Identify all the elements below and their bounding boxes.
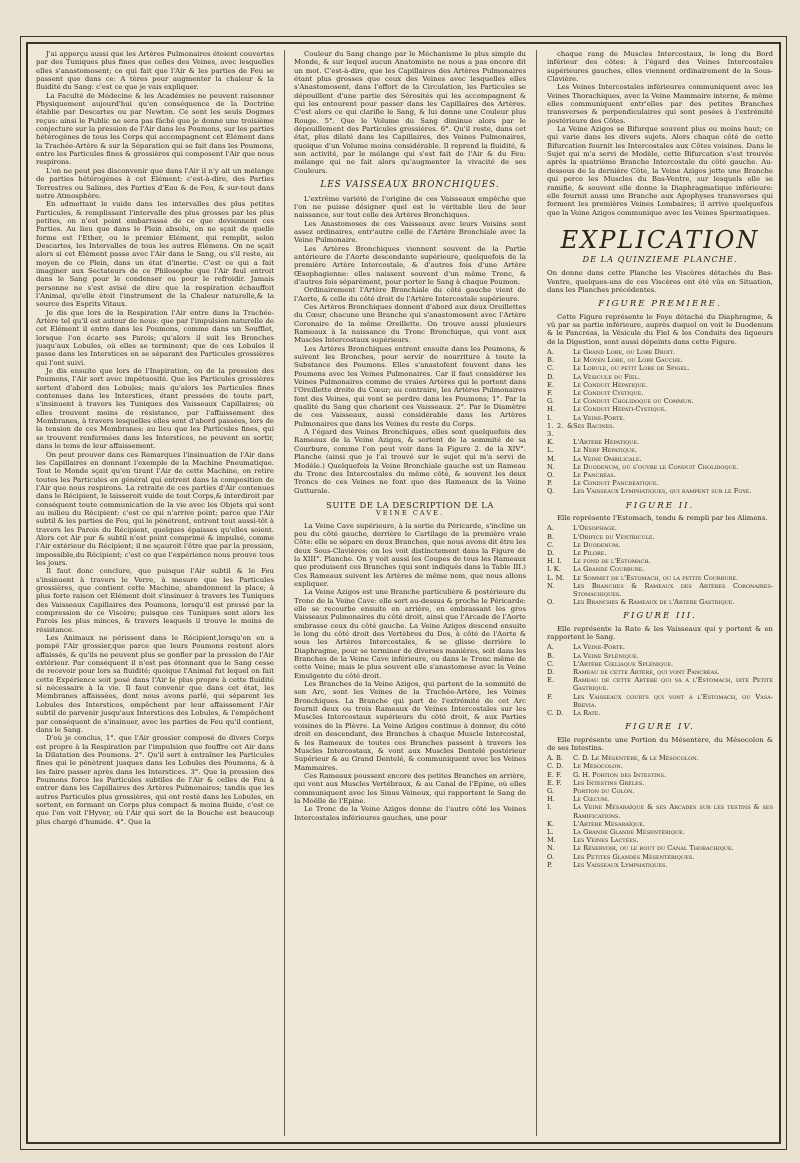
legend-key: N. bbox=[547, 844, 555, 853]
bronchiques-text bbox=[294, 195, 526, 495]
paragraph: La Veine Azigos est une Branche particulière & postérieure du Tronc de la Veine Cave: elle sort au-dessus & proche le Péricarde: elle se recourbe ensuite en arrière, en embrassant les gros Vaisseaux Pulmonaires du côté droit, ainsi que l'Arcade de l'Aorte embrasse ceux du côté gauche. La Veine Azigos descend ensuite le long du côté droit des Vertèbres du Dos, à côté de l'Aorte & sous les Artères Intercostales, & se glisse derrière le Diaphragme, pour se terminer de diverses manières, soit dans les Branches de la Veine Cave inférieure, ou dans le Tronc même de cette Veine; mais le plus souvent elle s'anastomose avec la Veine Emulgente du côté droit. bbox=[294, 588, 526, 680]
figure-4-intro: Elle représente une Portion du Mésentère, du Mésocolon & de ses Intestins. bbox=[547, 735, 773, 752]
legend-item bbox=[547, 364, 773, 372]
legend-label: Le Conduit Hépati-Cystique. bbox=[573, 405, 667, 414]
legend-key: O. bbox=[547, 471, 555, 480]
paragraph: Les Branches de la Veine Azigos, qui partent de la sommité de son Arc, sont les Veines de la Trachée-Artère, les Veines Bronchiques. La Branche qui part de l'extrémité de cet Arc fournit deux ou trois Rameaux de Veines Intercostales sur les Muscles Intercostaux supérieurs du côté droit, & aux Parties voisines de la Plèvre. La Veine Azigos continue à donner, du côté droit en descendant, des Branches à chaque Muscle Intercostal, & les Rameaux de toutes ces Branches passent à travers les Muscles Intercostaux, & vont aux Muscles Dentelé postérieur Supérieur & au Grand Dentelé, & communiquent avec les Veines Mammaires. bbox=[294, 680, 526, 772]
paragraph: Les Animaux ne périssent dans le Récipient,lorsqu'on en a pompé l'Air grossier,que parce que leurs Poumons restent alors affaissés, & qu'ils ne peuvent plus se gonfler par la pression de l'Air extérieur. Par conséquent il n'est pas étonnant que le Sang cesse de recevoir pour lors sa fluidité; quoique l'Animal fut lequel on fait cette Expérience soit posé dans l'Air le plus propre à cette fluidité si nécessaire à la vie. Il faut convenir que dans cet état, les Membranes affaissées, dont nous avons parlé, qui séparent les Lobules des Interstices, empêchent par leur affaissement l'Air subtil de parvenir jusqu'aux Interstices des Lobules, & l'empêchent par conséquent de s'insinuer, avec les parties de Feu qu'il contient, dans le Sang. bbox=[36, 634, 274, 734]
legend-item bbox=[547, 533, 773, 541]
section-title-bronchiques: LES VAISSEAUX BRONCHIQUES. bbox=[320, 180, 500, 191]
legend-item bbox=[547, 652, 773, 660]
paragraph: Les Anastomoses de ces Vaisseaux avec leurs Voisins sont assez ordinaires, entr'autre celle de l'Artère Bronchiale avec la Veine Pulmonaire. bbox=[294, 219, 526, 245]
legend-key: I. bbox=[547, 803, 552, 812]
legend-item bbox=[547, 455, 773, 463]
paragraph: Il faut donc conclure, que puisque l'Air subtil & le Feu s'insinuent à travers le Verre, à mesure que les Particules grossières, que contient cette Machine, abandonnent la place; à plus forte raison cet Elément doit s'insinuer à travers les Tuniques des Vaisseaux Capillaires des Poumons, lorsqu'il est pressé par la compression de ce Viscère; puisque ces Tuniques sont alors les Parois les plus minces, & travers lesquels il trouve le moins de résistance. bbox=[36, 567, 274, 634]
legend-label: Le Pilore. bbox=[573, 548, 607, 557]
legend-item bbox=[547, 541, 773, 549]
legend-label: Le Sommet de l'Estomach, ou la petite Courbure. bbox=[573, 573, 739, 582]
legend-label: Le Conduit Hépatique. bbox=[573, 380, 648, 389]
legend-item bbox=[547, 389, 773, 397]
legend-item bbox=[547, 668, 773, 676]
legend-key: F. bbox=[547, 388, 553, 397]
figure-1-legend bbox=[547, 348, 773, 496]
legend-item bbox=[547, 762, 773, 770]
legend-key: A. bbox=[547, 524, 554, 533]
figure-2-legend bbox=[547, 524, 773, 606]
legend-key: M. bbox=[547, 454, 556, 463]
legend-item bbox=[547, 861, 773, 869]
explication-title: EXPLICATION bbox=[560, 225, 760, 254]
paragraph: On peut prouver dans ces Remarques l'insinuation de l'Air dans les Capillaires en donnant l'exemple de la Machine Pneumatique. Tout le Monde sçait qu'en tirant l'Air de cette Machine, on retire toutes les Particules en général qui entrent dans la composition de l'Air que nous respirons. La retraite de ces parties d'Air contenues dans le Récipient, le laisseroit vuide de tout Corps,& interdiroit par conséquent toute communication de la vie avec les Objets qui sont au milieu du Récipient: c'est ce qui n'arrive point; parce que l'Air subtil & les parties de Feu, qui le pénétrent, entrent tout aussi-tôt à travers les Parois du Récipient, quelques épaisses qu'elles soient. Alors cet Air pur & subtil n'est point comprimé & impulsé, comme l'Air extérieur du Récipient; il ne sçauroit l'être que par la pression, impossible,du Récipient; c'est ce que l'expérience nous prouve tous les jours. bbox=[36, 450, 274, 567]
legend-key: E. bbox=[547, 676, 554, 685]
legend-key: C. bbox=[547, 540, 554, 549]
legend-item bbox=[547, 471, 773, 479]
legend-key: K. bbox=[547, 438, 555, 447]
legend-label: Le Conduit Cystique. bbox=[573, 388, 644, 397]
legend-item bbox=[547, 828, 773, 836]
figure-2-title: FIGURE II. bbox=[625, 500, 695, 511]
legend-key: H. bbox=[547, 405, 555, 414]
legend-item bbox=[547, 771, 773, 779]
legend-label: C. D. Le Mésentère, & le Mésocolon. bbox=[573, 754, 699, 763]
legend-key: A. bbox=[547, 347, 554, 356]
legend-label: Le Grand Lobe, ou Lobe Droit. bbox=[573, 347, 676, 356]
legend-item bbox=[547, 693, 773, 709]
legend-key: 1. 2. & 3. bbox=[547, 421, 573, 438]
paragraph: Les Veines Intercostales inférieures communiquent avec les Veines Thorachiques, avec la Veine Mammaire interne, & même elles communiquent entr'elles par des petites Branches transverses & perpendiculaires qui sont posées à l'extrémité postérieure des Côtes. bbox=[547, 83, 773, 125]
figure-2-intro: Elle représente l'Estomach, tendu & rempli par les Alimens. bbox=[557, 513, 768, 522]
legend-label: Les Vaisseaux Lymphatiques, qui rampent sur le Foye. bbox=[573, 487, 752, 496]
legend-label: L'Artère Hépatique. bbox=[573, 438, 640, 447]
column-1-text bbox=[36, 50, 274, 826]
veine-cave-text bbox=[294, 522, 526, 822]
legend-item bbox=[547, 836, 773, 844]
section-title-veine-cave-main: SUITE DE LA DESCRIPTION DE LA bbox=[326, 499, 494, 510]
legend-key: B. bbox=[547, 532, 554, 541]
legend-label: Le Réservoir, ou le bout du Canal Thorachique. bbox=[573, 844, 734, 853]
legend-item bbox=[547, 709, 773, 717]
paragraph: En admettant le vuide dans les intervalles des plus petites Particules, & remplissant l'intervalle des plus grosses par les plus petites, on n'est point embarrassé de ce que deviennent ces Parties. Au lieu que dans le Plein absolu, on ne sçait de quelle forme est l'Ether, ou le premier Elément, qui remplit, selon Descartes, les Intervalles de tous les autres Elémens. On ne sçait alors si cet Elément passe avec l'Air dans le Sang, ou s'il reste, au moyen de ce Plein, dans un état d'inertie. C'est ce qui a fait imaginer aux Sectateurs de ce Philosophe que l'Air feul entroit dans le Sang pour le condenser ou pour le refroidir. Jamais personne ne s'est avisé de dire que la respiration échauffoit l'Animal, qu'elle étoit l'instrument de la Chaleur naturelle,& la source des Esprits Vitaux. bbox=[36, 200, 274, 309]
legend-key: N. bbox=[547, 581, 555, 590]
legend-label: L'Orifice du Ventricule. bbox=[573, 532, 655, 541]
legend-key: L. M. bbox=[547, 573, 565, 582]
legend-item bbox=[547, 582, 773, 598]
explication-subtitle: DE LA QUINZIEME PLANCHE. bbox=[582, 253, 738, 264]
legend-label: Rameau de cette Artère qui va à l'Estomach, dite Petite Gastrique. bbox=[573, 676, 773, 693]
explication-intro: On donne dans cette Planche les Viscères détachés du Bas-Ventre, quelques-uns de ces Viscères ont été vûs en Situation, dans les Planches précédentes. bbox=[547, 269, 773, 294]
legend-label: La Vésicule du Fiel. bbox=[573, 372, 640, 381]
figure-4-title: FIGURE IV. bbox=[625, 722, 695, 733]
legend-label: Les Branches & Rameaux de l'Artère Gastrique. bbox=[573, 598, 735, 607]
legend-label: Le Duodenum, où s'ouvre le Conduit Cholidoque. bbox=[573, 462, 739, 471]
legend-item bbox=[547, 820, 773, 828]
legend-item bbox=[547, 676, 773, 692]
figure-3-title: FIGURE III. bbox=[623, 611, 697, 622]
legend-item bbox=[547, 405, 773, 413]
paragraph: La Veine Azigos se Bifurque souvent plus ou moins haut; ce qui varie dans les divers sujets. Alors chaque côté de cette Bifurcation fournit les Intercostales aux Côtes voisines. Dans le Sujet qui m'a servi de Modèle, cette Bifurcation s'est trouvée après la quatrième Branche Intercostale du côté gauche. Au-dessous de la dernière Côte, la Veine Azigos jette une Branche qui perce les Muscles du Bas-Ventre, sur lesquels elle se ramifie, & souvent elle donne la Diaphragmatique inférieure: elle fournit aussi une Branche aux Apophyses transverses qui forment les premières Veines Lombaires; il arrive quelquefois que la Veine Azigos communique avec les Veines Spermatiques. bbox=[547, 125, 773, 217]
legend-item bbox=[547, 754, 773, 762]
legend-item bbox=[547, 373, 773, 381]
legend-label: Le Mésocolon. bbox=[573, 762, 623, 771]
column-divider bbox=[284, 50, 285, 1136]
legend-key: G. bbox=[547, 397, 555, 406]
legend-item bbox=[547, 557, 773, 565]
legend-label: Le Moyen Lobe, ou Lobe Gauche. bbox=[573, 356, 683, 365]
paragraph: A l'égard des Veines Bronchiques, elles sont quelquefois des Rameaux de la Veine Azigos, & sortent de la sommité de sa Courbure, comme l'on peut voir dans la Figure 2. de la XIV°. Planche (ainsi que je l'ai trouvé sur le sujet qui m'a servi de Modèle.) Quelquefois la Veine Bronchiale gauche est un Rameau du Tronc des Intercostales du même côté, & souvent les deux Troncs de ces Veines ne font que des Rameaux de la Veine Gutturale. bbox=[294, 428, 526, 495]
paragraph: Ces Rameaux poussent encore des petites Branches en arrière, qui vont aux Muscles Vertébraux, & au Canal de l'Epine, où elles communiquent avec les Sinus Veineux, qui rapportent le Sang de la Moëlle de l'Epine. bbox=[294, 771, 526, 805]
paragraph: Les Artères Bronchiques entrent ensuite dans les Poumons, & suivent les Bronches, pour servir de nourriture à toute la Substance des Poumons. Elles s'anastofent fouvent dans les Poumons avec les Veines Pulmonaires. Car il faut considérer les Veines Pulmonaires comme de vraies Artères qui le portent dans l'Oreillette droite du Cœur; au contraire, les Artères Pulmonaires font des Veines, qui vont se perdre dans les Poumons; 1°. Par la qualité du Sang que charient ces Vaisseaux. 2°. Par le Diamètre de ces Vaisseaux, aussi considérable dans les Artères Pulmonaires que dans les Veines du reste du Corps. bbox=[294, 344, 526, 428]
legend-label: Ses Racines. bbox=[573, 421, 615, 430]
legend-label: Le Cœcum. bbox=[573, 795, 610, 804]
legend-label: Le Lobule, ou petit Lobe de Spigel. bbox=[573, 364, 690, 373]
legend-label: L'Oesophage. bbox=[573, 524, 617, 533]
column-3-text-top bbox=[547, 50, 773, 217]
legend-item bbox=[547, 524, 773, 532]
legend-item bbox=[547, 348, 773, 356]
legend-item bbox=[547, 853, 773, 861]
paragraph: Ces Artères Bronchiques donnent d'abord aux deux Oreillettes du Cœur, chacune une Branche qui s'anastomosent avec l'Artère Coronaire de la même Oreillette. On trouve aussi plusieurs Rameaux à la naissance du Tronc Bronchique, qui vont aux Muscles Intercostaux supérieurs. bbox=[294, 302, 526, 345]
legend-label: Les Vaisseaux Lymphatiques. bbox=[573, 860, 668, 869]
legend-key: F. bbox=[547, 692, 553, 701]
legend-item bbox=[547, 598, 773, 606]
legend-key: Q. bbox=[547, 487, 555, 496]
legend-key: E. bbox=[547, 380, 554, 389]
legend-item bbox=[547, 487, 773, 495]
legend-key: P. bbox=[547, 860, 553, 869]
legend-key: H. I. bbox=[547, 557, 562, 566]
legend-item bbox=[547, 844, 773, 852]
legend-label: La Grande Courbure. bbox=[573, 565, 645, 574]
paragraph: La Veine Cave supérieure, à la sortie du Péricarde, s'incline un peu du côté gauche, derrière le Cartilage de la première vraie Côte: elle se sépare en deux Branches, que nous avons dit être les deux Sous-Clavières; on les voit distinctement dans la Figure de la XIII°. Planche. On y voit aussi les Coupes de tous les Rameaux que produisent ces Branches (qui sont indiqués dans la Table III.) Ces Rameaux suivent les Artères de même nom, que nous allons expliquer. bbox=[294, 521, 526, 588]
paragraph: Ordinairement l'Artère Bronchiale du côté gauche vient de l'Aorte, & celle du côté droit de l'Artère Intercostale supérieure. bbox=[294, 286, 526, 303]
legend-label: Le Nerf Hépatique. bbox=[573, 446, 637, 455]
legend-item bbox=[547, 446, 773, 454]
legend-key: I. bbox=[547, 413, 552, 422]
legend-item bbox=[547, 397, 773, 405]
legend-key: E. F. bbox=[547, 778, 562, 787]
legend-label: Les Intestins Grêles. bbox=[573, 778, 645, 787]
legend-key: L. bbox=[547, 828, 554, 837]
section-title-veine-cave bbox=[294, 501, 526, 518]
page-sheet bbox=[26, 42, 781, 1144]
legend-item bbox=[547, 787, 773, 795]
legend-label: Portion du Colon. bbox=[573, 787, 635, 796]
legend-item bbox=[547, 549, 773, 557]
legend-key: O. bbox=[547, 852, 555, 861]
legend-item bbox=[547, 463, 773, 471]
legend-key: G. bbox=[547, 787, 555, 796]
legend-key: C. bbox=[547, 364, 554, 373]
column-3 bbox=[547, 50, 773, 1136]
legend-label: La Veine Mésaraïque & ses Arcades sur les testins & ses Ramifications. bbox=[573, 803, 773, 820]
legend-key: O. bbox=[547, 598, 555, 607]
column-divider bbox=[536, 50, 537, 1136]
paragraph: chaque rang de Muscles Intercostaux, le long du Bord inférieur des côtes: à l'égard des Veines Intercostales supérieures gauches, elles viennent ordinairement de la Sous-Clavière. bbox=[547, 50, 773, 84]
legend-key: N. bbox=[547, 462, 555, 471]
legend-key: C. bbox=[547, 659, 554, 668]
legend-label: Le fond de l'Estomach. bbox=[573, 557, 651, 566]
legend-label: La Grande Glande Mésentérique. bbox=[573, 828, 685, 837]
legend-item bbox=[547, 803, 773, 819]
legend-key: D. bbox=[547, 372, 555, 381]
legend-key: B. bbox=[547, 651, 554, 660]
legend-item bbox=[547, 479, 773, 487]
legend-label: L'Artère Mésaraïque. bbox=[573, 819, 645, 828]
legend-label: La Veine Ombilicale. bbox=[573, 454, 642, 463]
legend-label: Les Vaisseaux courts qui vont à l'Estomach, ou Vasa-Brevia. bbox=[573, 692, 773, 709]
legend-key: C. D. bbox=[547, 709, 564, 717]
paragraph: D'où je conclus, 1°. que l'Air grossier composé de divers Corps est propre à la Respiration par l'impulsion que fouffre cet Air dans la Dilatation des Poumons. 2°. Qu'il sert à entraîner les Particules fines qui le pénètrent jusques dans les Lobules des Poumons, & à les faire passer après dans les Interstices. 3°. Que la pression des Poumons force les Particules subtiles de l'Air & celles de Feu à entrer dans les Capillaires des Artères Pulmonaires; tandis que les autres Particules plus grossières, qui ont resté dans les Lobules, en sortent, en formant un Corps plus compact & moins fluide, c'est ce que l'on voit l'Hyver, où l'Air qui sort de la Bouche est beaucoup plus chargé d'humide. 4°. Que la bbox=[36, 734, 274, 826]
legend-key: K. bbox=[547, 819, 555, 828]
figure-1-title: FIGURE PREMIERE. bbox=[598, 299, 722, 310]
paragraph: Couleur du Sang change par le Méchanisme le plus simple du Monde, & sur lequel aucun Anatomiste ne nous a pas encore dit un mot. C'est-à-dire, que les Capillaires des Artères Pulmonaires étant plus grosses que ceux des Veines avec lesquelles elles s'Anastomosent, dans l'effort de la Circulation, les Particules se dépouillent d'une partie des Sérosités qui les accompagnent & qui les entourent pour passer dans les Capillaires des Artères. C'est alors ce qui clarifie le Sang, & lui donne une Couleur plus Rouge. 5°. Que le Volume du Sang diminue alors par le dépouillement des Particules grossières. 6°. Qu'il reste, dans cet état, plus dilaté dans les Capillaires, des Veines Pulmonaires, quoique d'un Volume moins considérable. Il reprend la fluidité, & son activité, par le mélange qui s'est fait de l'Air & du Feu: mélange qui ne fait alors qu'augmenter la vivacité de ses Couleurs. bbox=[294, 50, 526, 175]
legend-label: Le Pancréas. bbox=[573, 471, 616, 480]
legend-label: La Veine-Porte. bbox=[573, 413, 626, 422]
column-2 bbox=[294, 50, 526, 1136]
legend-key: L. bbox=[547, 446, 554, 455]
legend-key: A. bbox=[547, 643, 554, 652]
figure-3-intro: Elle représente la Rate & les Vaisseaux qui y portent & en rapportent le Sang. bbox=[547, 624, 773, 642]
legend-label: Les Veines Lactées. bbox=[573, 836, 639, 845]
legend-label: Les Branches & Rameaux des Artères Coronaires-Stomachiques. bbox=[573, 581, 773, 598]
paragraph: Je dis ensuite que lors de l'Inspiration, ou de la pression des Poumons, l'Air sort avec impétuosité. Que les Particules grossières sortent d'abord des Lobules; mais qu'alors les Particules fines contenues dans les Interstices, étant pressées de toute part, s'insinuent à travers les Tuniques des Vaisseaux Capillaires; où elles trouvent moins de résistance, par l'affaissement des Membranes, à travers lesquelles elles sont d'abord passées, lors de la tension de ces Membranes: au lieu que les Particules fines, qui se trouvent renfermées dans les Interstices, ne peuvent en sortir, dans le tems de leur affaissement. bbox=[36, 367, 274, 451]
legend-key: I. K. bbox=[547, 565, 561, 574]
legend-key: M. bbox=[547, 836, 556, 845]
legend-label: La Veine Splénique. bbox=[573, 651, 639, 660]
legend-label: G. H. Portion des Intestins. bbox=[573, 770, 667, 779]
legend-key: B. bbox=[547, 356, 554, 365]
legend-item bbox=[547, 779, 773, 787]
legend-key: C. D. bbox=[547, 762, 564, 771]
paragraph: Le Tronc de la Veine Azigos donne de l'autre côté les Veines Intercostales inférieures gauches, une pour bbox=[294, 805, 526, 822]
legend-label: La Rate. bbox=[573, 709, 601, 717]
column-2-text-top bbox=[294, 50, 526, 175]
legend-key: H. bbox=[547, 795, 555, 804]
legend-item bbox=[547, 565, 773, 573]
paragraph: L'on ne peut pas disconvenir que dans l'Air il n'y ait un mélange de parties hétérogènes à cet Elément; c'est-à-dire, des Parties Terrestres ou Salines, des Parties d'Eau & de Feu, & sur-tout dans notre Atmosphère. bbox=[36, 166, 274, 200]
legend-item bbox=[547, 414, 773, 422]
legend-label: Le Duodenum. bbox=[573, 540, 621, 549]
legend-item bbox=[547, 660, 773, 668]
column-1 bbox=[36, 50, 274, 1136]
figure-1-intro: Cette Figure représente le Foye détaché du Diaphragme, & vû par sa partie inférieure, auprès duquel on voit le Duodenum & le Pancréas, la Vésicule du Fiel & les Conduits des liqueurs de la Digestion, sont aussi dépeints dans cette Figure. bbox=[547, 312, 773, 346]
figure-4-legend bbox=[547, 754, 773, 869]
legend-key: E. F. bbox=[547, 770, 562, 779]
legend-item bbox=[547, 438, 773, 446]
legend-item bbox=[547, 381, 773, 389]
legend-key: D. bbox=[547, 667, 555, 676]
legend-key: A. B. bbox=[547, 754, 563, 763]
paragraph: J'ai apperçu aussi que les Artères Pulmonaires étoient couvertes par des Tuniques plus fines que celles des Veines, avec lesquelles elles s'anastomosent; ce qui fait que l'Air & les parties de Feu se passent que dans ce: A tères pour augmenter la chaleur & la fluidité du Sang: c'est ce que je vais expliquer. bbox=[36, 50, 274, 92]
legend-label: Le Conduit Pancréatique. bbox=[573, 479, 659, 488]
legend-label: Rameau de cette Artère, qui vont Pancréas. bbox=[573, 667, 720, 676]
legend-label: L'Artère Cœliaque Splénique. bbox=[573, 659, 674, 668]
figure-3-legend bbox=[547, 643, 773, 717]
section-title-veine-cave-sub: VEINE CAVE. bbox=[375, 509, 444, 518]
legend-key: P. bbox=[547, 479, 553, 488]
legend-item bbox=[547, 356, 773, 364]
legend-item bbox=[547, 643, 773, 651]
legend-item bbox=[547, 574, 773, 582]
legend-item bbox=[547, 422, 773, 438]
paragraph: Je dis que lors de la Respiration l'Air entre dans la Trachée-Artère tel qu'il est autour de nous: que par l'impulsion naturelle de cet Elément il entre dans les Poumons, comme dans un Soufflet, lorsque l'on écarte ses Parois; qu'alors il suit les Bronches jusqu'aux Lobules, où elles se terminent; que de ces Lobules il passe dans les Interstices en se séparant des Particules grossières qui l'ont suivi. bbox=[36, 308, 274, 367]
paragraph: Les Artères Bronchiques viennent souvent de la Partie antérieure de l'Aorte descendante supérieure, quelquefois de la première Artère Intercostale, & d'autres fois d'une Artère Œsophagienne: elles naissent souvent d'un même Tronc, & d'autres fois séparément, pour porter le Sang à chaque Poumon. bbox=[294, 244, 526, 286]
legend-label: Les Petites Glandes Mésentériques. bbox=[573, 852, 695, 861]
legend-key: D. bbox=[547, 548, 555, 557]
paragraph: La Faculté de Médecine & les Académies ne peuvent raisonner Physiquement aujourd'hui qu'en conséquence de la Doctrine établie par Descartes ou par Newton. Ce sont les seuls Dogmes reçus: ainsi le Public ne sera pas fâché que je donne une troisième conjecture sur la pression de l'Air dans les Poumons, sur les parties hétérogènes de tous les Corps qui accompagnent cet Elément dans la Trachée-Artère & sur la Séparation qui se fait dans les Poumons, entre les Particules fines & grossières qui composent l'Air que nous respirons. bbox=[36, 91, 274, 167]
legend-item bbox=[547, 795, 773, 803]
paragraph: L'extrême variété de l'origine de ces Vaisseaux empêche que l'on ne puisse désigner quel est le véritable lieu de leur naissance, sur tout celle des Artères Bronchiques. bbox=[294, 194, 526, 220]
legend-label: La Veine-Porte. bbox=[573, 643, 626, 652]
legend-label: Le Conduit Cholidoque ou Commun. bbox=[573, 397, 694, 406]
